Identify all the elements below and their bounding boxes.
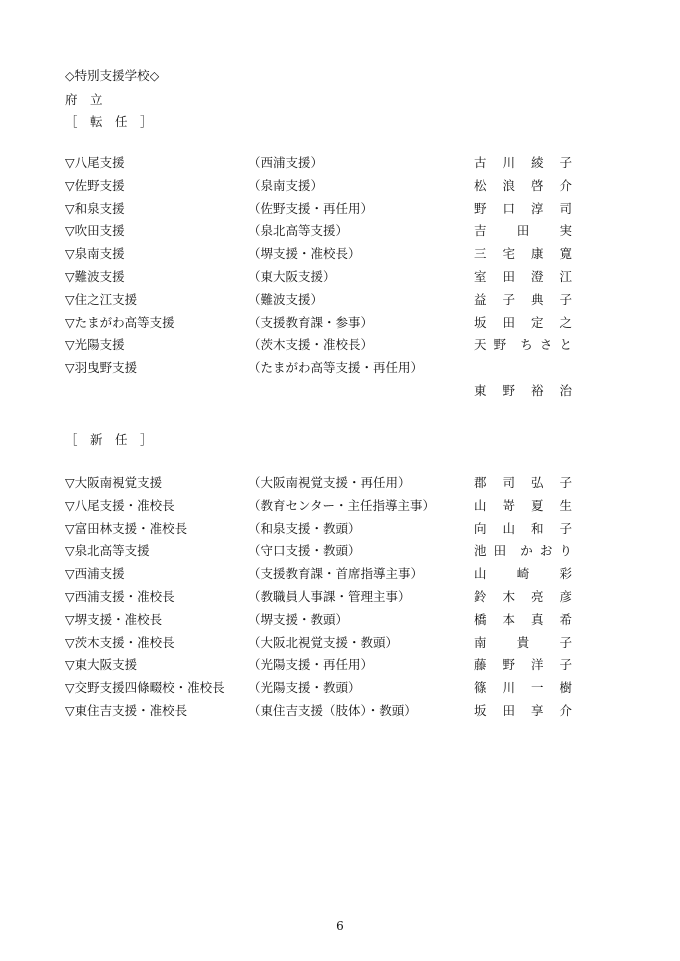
school-name: ▽難波支援 bbox=[65, 269, 125, 284]
school-name: ▽吹田支援 bbox=[65, 223, 125, 239]
name-char: 崎 bbox=[516, 566, 530, 582]
list-item bbox=[0, 220, 680, 242]
list-item bbox=[0, 586, 680, 608]
list-item bbox=[0, 495, 680, 517]
person-name bbox=[474, 495, 572, 517]
person-name bbox=[474, 586, 572, 608]
person-name bbox=[474, 198, 572, 220]
person-name bbox=[474, 472, 572, 494]
previous-post: （支援教育課・参事） bbox=[248, 314, 374, 330]
name-char: 郡 bbox=[474, 475, 487, 490]
list-item bbox=[0, 175, 680, 197]
name-char: 彩 bbox=[559, 566, 572, 582]
school-name: ▽泉南支援 bbox=[65, 246, 125, 262]
name-char: 子 bbox=[559, 520, 572, 536]
name-char: 古 bbox=[474, 155, 487, 170]
previous-post: （難波支援） bbox=[248, 291, 324, 307]
name-char: 子 bbox=[502, 291, 515, 307]
transfer-title: ［ 転 任 ］ bbox=[65, 114, 153, 129]
person-name bbox=[474, 654, 572, 676]
person-name bbox=[474, 540, 572, 562]
list-item bbox=[0, 677, 680, 699]
name-char: 浪 bbox=[502, 177, 515, 193]
name-char: 野 bbox=[474, 200, 487, 216]
name-char: 貴 bbox=[516, 634, 530, 650]
name-char: 嵜 bbox=[502, 497, 515, 513]
school-name: ▽和泉支援 bbox=[65, 200, 125, 216]
school-name: ▽羽曳野支援 bbox=[65, 360, 138, 376]
list-item bbox=[0, 289, 680, 311]
previous-post: （守口支援・教頭） bbox=[248, 543, 361, 559]
list-item bbox=[0, 632, 680, 654]
previous-post: （茨木支援・准校長） bbox=[248, 337, 374, 353]
person-name bbox=[474, 609, 572, 631]
page-number: 6 bbox=[336, 919, 344, 933]
previous-post: （支援教育課・首席指導主事） bbox=[248, 566, 424, 582]
name-char: 口 bbox=[502, 200, 515, 216]
name-char: 淳 bbox=[530, 200, 544, 216]
previous-post: （光陽支援・再任用） bbox=[248, 657, 374, 673]
school-name: ▽茨木支援・准校長 bbox=[65, 634, 175, 650]
name-char: 池 bbox=[474, 543, 487, 559]
person-name bbox=[474, 266, 572, 288]
name-char: 介 bbox=[559, 177, 572, 193]
previous-post: （大阪南視覚支援・再任用） bbox=[248, 475, 411, 490]
name-char: 弘 bbox=[530, 475, 544, 490]
list-item bbox=[0, 266, 680, 288]
name-char: 亮 bbox=[530, 589, 544, 604]
person-name bbox=[474, 334, 572, 356]
previous-post: （西浦支援） bbox=[248, 155, 324, 170]
name-char: 吉 bbox=[474, 223, 487, 239]
school-name: ▽八尾支援・准校長 bbox=[65, 497, 175, 513]
name-char: 啓 bbox=[530, 177, 544, 193]
name-char: 橋 bbox=[474, 611, 487, 627]
new-title: ［ 新 任 ］ bbox=[65, 432, 153, 447]
name-char: か bbox=[520, 543, 533, 559]
name-char: 典 bbox=[530, 291, 544, 307]
school-name: ▽堺支援・准校長 bbox=[65, 611, 163, 627]
list-item bbox=[0, 312, 680, 334]
name-char: 篠 bbox=[474, 680, 487, 696]
school-name: ▽光陽支援 bbox=[65, 337, 125, 353]
previous-post: （泉北高等支援） bbox=[248, 223, 349, 239]
name-char: 本 bbox=[502, 611, 515, 627]
name-char: 川 bbox=[502, 155, 515, 170]
name-char: 野 bbox=[502, 657, 515, 673]
name-char: 子 bbox=[559, 634, 572, 650]
name-char: 田 bbox=[502, 703, 515, 718]
name-char: 裕 bbox=[530, 383, 544, 398]
name-char: 司 bbox=[502, 475, 515, 490]
previous-post: （東大阪支援） bbox=[248, 269, 336, 284]
list-item bbox=[0, 654, 680, 676]
school-name: ▽大阪南視覚支援 bbox=[65, 475, 163, 490]
name-char: 綾 bbox=[530, 155, 544, 170]
previous-post: （堺支援・准校長） bbox=[248, 246, 361, 262]
name-char: 川 bbox=[502, 680, 515, 696]
name-char: 洋 bbox=[530, 657, 544, 673]
school-name: ▽交野支援四條畷校・准校長 bbox=[65, 680, 225, 696]
school-name: ▽西浦支援 bbox=[65, 566, 125, 582]
list-item bbox=[0, 380, 680, 402]
name-char: 子 bbox=[559, 475, 572, 490]
name-char: 彦 bbox=[559, 589, 572, 604]
name-char: 介 bbox=[559, 703, 572, 718]
previous-post: （泉南支援） bbox=[248, 177, 324, 193]
list-item bbox=[0, 357, 680, 379]
name-char: 希 bbox=[559, 611, 572, 627]
previous-post: （教職員人事課・管理主事） bbox=[248, 589, 411, 604]
name-char: 樹 bbox=[559, 680, 572, 696]
name-char: 東 bbox=[474, 383, 487, 398]
name-char: り bbox=[559, 543, 572, 559]
name-char: 和 bbox=[530, 520, 544, 536]
previous-post: （教育センター・主任指導主事） bbox=[248, 497, 436, 513]
name-char: 木 bbox=[502, 589, 515, 604]
list-item bbox=[0, 243, 680, 265]
previous-post: （光陽支援・教頭） bbox=[248, 680, 361, 696]
name-char: 益 bbox=[474, 291, 487, 307]
person-name bbox=[474, 677, 572, 699]
school-name: ▽住之江支援 bbox=[65, 291, 138, 307]
name-char: 之 bbox=[559, 314, 572, 330]
person-name bbox=[474, 220, 572, 242]
name-char: 南 bbox=[474, 634, 487, 650]
name-char: 松 bbox=[474, 177, 487, 193]
name-char: 田 bbox=[493, 543, 507, 559]
previous-post: （大阪北視覚支援・教頭） bbox=[248, 634, 399, 650]
person-name bbox=[474, 243, 572, 265]
name-char: 野 bbox=[493, 337, 507, 353]
name-char: 寛 bbox=[559, 246, 572, 262]
name-char: 田 bbox=[502, 314, 515, 330]
person-name bbox=[474, 289, 572, 311]
section-heading: ◇特別支援学校◇ bbox=[65, 68, 160, 83]
name-char: 生 bbox=[559, 497, 572, 513]
list-item bbox=[0, 334, 680, 356]
list-item bbox=[0, 518, 680, 540]
school-name: ▽東大阪支援 bbox=[65, 657, 138, 673]
name-char: 野 bbox=[502, 383, 515, 398]
school-name: ▽たまがわ高等支援 bbox=[65, 314, 175, 330]
school-name: ▽八尾支援 bbox=[65, 155, 125, 170]
school-name: ▽佐野支援 bbox=[65, 177, 125, 193]
person-name bbox=[474, 175, 572, 197]
name-char: 一 bbox=[530, 680, 544, 696]
previous-post: （東住吉支援（肢体）・教頭） bbox=[248, 703, 417, 718]
name-char: 治 bbox=[559, 383, 572, 398]
name-char: 山 bbox=[474, 566, 487, 582]
name-char: 夏 bbox=[530, 497, 544, 513]
previous-post: （和泉支援・教頭） bbox=[248, 520, 361, 536]
name-char: 山 bbox=[502, 520, 515, 536]
name-char: 田 bbox=[502, 269, 515, 284]
previous-post: （たまがわ高等支援・再任用） bbox=[248, 360, 424, 376]
name-char: お bbox=[539, 543, 553, 559]
name-char: 子 bbox=[559, 155, 572, 170]
name-char: 子 bbox=[559, 291, 572, 307]
school-name: ▽東住吉支援・准校長 bbox=[65, 703, 188, 718]
name-char: 藤 bbox=[474, 657, 487, 673]
list-item bbox=[0, 198, 680, 220]
list-item bbox=[0, 152, 680, 174]
name-char: 向 bbox=[474, 520, 487, 536]
name-char: 実 bbox=[559, 223, 572, 239]
person-name bbox=[474, 380, 572, 402]
school-name: ▽泉北高等支援 bbox=[65, 543, 150, 559]
list-item bbox=[0, 472, 680, 494]
school-name: ▽西浦支援・准校長 bbox=[65, 589, 175, 604]
name-char: 三 bbox=[474, 246, 487, 262]
school-name: ▽富田林支援・准校長 bbox=[65, 520, 188, 536]
person-name bbox=[474, 518, 572, 540]
person-name bbox=[474, 152, 572, 174]
previous-post: （堺支援・教頭） bbox=[248, 611, 349, 627]
list-item bbox=[0, 700, 680, 722]
name-char: 子 bbox=[559, 657, 572, 673]
name-char: 享 bbox=[530, 703, 544, 718]
name-char: さ bbox=[539, 337, 553, 353]
name-char: と bbox=[559, 337, 572, 353]
name-char: 定 bbox=[530, 314, 544, 330]
prefecture-label: 府 立 bbox=[65, 92, 103, 107]
name-char: 鈴 bbox=[474, 589, 487, 604]
previous-post: （佐野支援・再任用） bbox=[248, 200, 374, 216]
name-char: ち bbox=[520, 337, 533, 353]
person-name bbox=[474, 700, 572, 722]
name-char: 山 bbox=[474, 497, 487, 513]
name-char: 真 bbox=[530, 611, 544, 627]
name-char: 澄 bbox=[530, 269, 544, 284]
name-char: 司 bbox=[559, 200, 572, 216]
person-name bbox=[474, 312, 572, 334]
name-char: 康 bbox=[530, 246, 544, 262]
name-char: 江 bbox=[559, 269, 572, 284]
list-item bbox=[0, 540, 680, 562]
list-item bbox=[0, 609, 680, 631]
name-char: 宅 bbox=[502, 246, 515, 262]
person-name bbox=[474, 632, 572, 654]
list-item bbox=[0, 563, 680, 585]
name-char: 田 bbox=[516, 223, 530, 239]
name-char: 坂 bbox=[474, 314, 487, 330]
name-char: 坂 bbox=[474, 703, 487, 718]
person-name bbox=[474, 563, 572, 585]
name-char: 天 bbox=[474, 337, 487, 353]
name-char: 室 bbox=[474, 269, 487, 284]
